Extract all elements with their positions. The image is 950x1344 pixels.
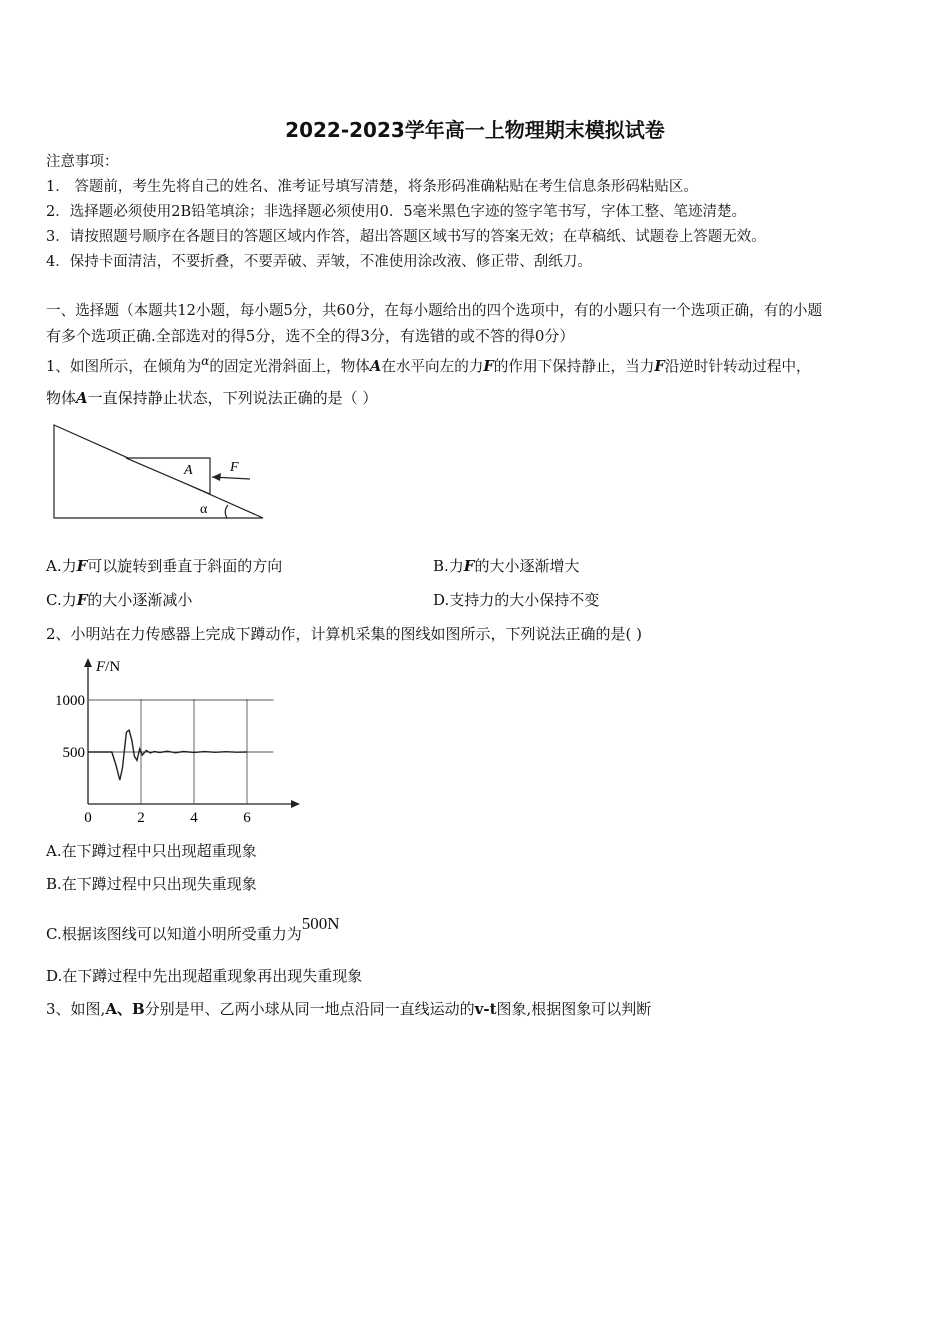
q2-stem: 2、小明站在力传感器上完成下蹲动作，计算机采集的图线如图所示，下列说法正确的是( ) (46, 625, 643, 643)
q1-option-c[interactable]: C.力F的大小逐渐减小 (46, 591, 193, 609)
q1-option-d[interactable]: D.支持力的大小保持不变 (433, 591, 600, 609)
notice-item: 2．选择题必须使用2B铅笔填涂；非选择题必须使用0．5毫米黑色字迹的签字笔书写，字体工整、笔迹清楚。 (46, 204, 747, 220)
q2-option-d[interactable]: D.在下蹲过程中先出现超重现象再出现失重现象 (46, 967, 363, 985)
section-intro-line2: 有多个选项正确.全部选对的得5分，选不全的得3分，有选错的或不答的得0分） (46, 327, 575, 345)
notice-item: 4．保持卡面清洁，不要折叠，不要弄破、弄皱，不准使用涂改液、修正带、刮纸刀。 (46, 254, 592, 270)
force-arrow-head (212, 473, 221, 481)
alpha-symbol: α (201, 354, 210, 368)
block-a (126, 458, 210, 494)
x-tick-label-6: 6 (243, 810, 251, 826)
q1-option-a[interactable]: A.力F可以旋转到垂直于斜面的方向 (46, 557, 283, 575)
q1-option-b[interactable]: B.力F的大小逐渐增大 (433, 557, 580, 575)
x-tick-label-2: 2 (137, 810, 145, 826)
section-intro-line1: 一、选择题（本题共12小题，每小题5分，共60分，在每小题给出的四个选项中，有的小题只有一个选项正确，有的小题 (46, 302, 823, 319)
q2-option-c[interactable]: C.根据该图线可以知道小明所受重力为500N (46, 914, 340, 943)
q2-option-a[interactable]: A.在下蹲过程中只出现超重现象 (46, 842, 257, 860)
force-label: F (230, 460, 239, 475)
notice-heading: 注意事项： (46, 154, 119, 170)
q3-stem: 3、如图,A、B分别是甲、乙两小球从同一地点沿同一直线运动的v-t图象,根据图象可以判断 (46, 1000, 652, 1018)
angle-arc (225, 505, 228, 518)
y-tick-label-1000: 1000 (55, 693, 85, 709)
block-label: A (184, 463, 193, 478)
incline-figure (46, 420, 276, 525)
x-tick-label-0: 0 (84, 810, 92, 826)
y-tick-label-500: 500 (62, 745, 85, 761)
series-line-f (88, 730, 247, 780)
page-title: 2022-2023学年高一上物理期末模拟试卷 (285, 118, 665, 142)
angle-label: α (200, 502, 208, 517)
notice-item: 1． 答题前，考生先将自己的姓名、准考证号填写清楚，将条形码准确粘贴在考生信息条形码粘贴区。 (46, 179, 698, 195)
gravity-value: 500N (301, 914, 340, 933)
x-axis-arrow (291, 800, 300, 808)
q1-stem-line2: 物体A一直保持静止状态，下列说法正确的是（ ） (46, 389, 378, 407)
force-chart (44, 654, 304, 832)
q2-option-b[interactable]: B.在下蹲过程中只出现失重现象 (46, 875, 257, 893)
notice-item: 3．请按照题号顺序在各题目的答题区域内作答，超出答题区域书写的答案无效；在草稿纸、试题卷上答题无效。 (46, 229, 766, 245)
x-tick-label-4: 4 (190, 810, 198, 826)
y-axis-arrow (84, 658, 92, 667)
y-axis-label: F/N (96, 659, 121, 675)
q1-stem-line1: 1、如图所示，在倾角为$^\alpha$的固定光滑斜面上，物体A在水平向左的力F的作用下保持静止，当力F沿逆时针转动过程中， (46, 354, 811, 375)
